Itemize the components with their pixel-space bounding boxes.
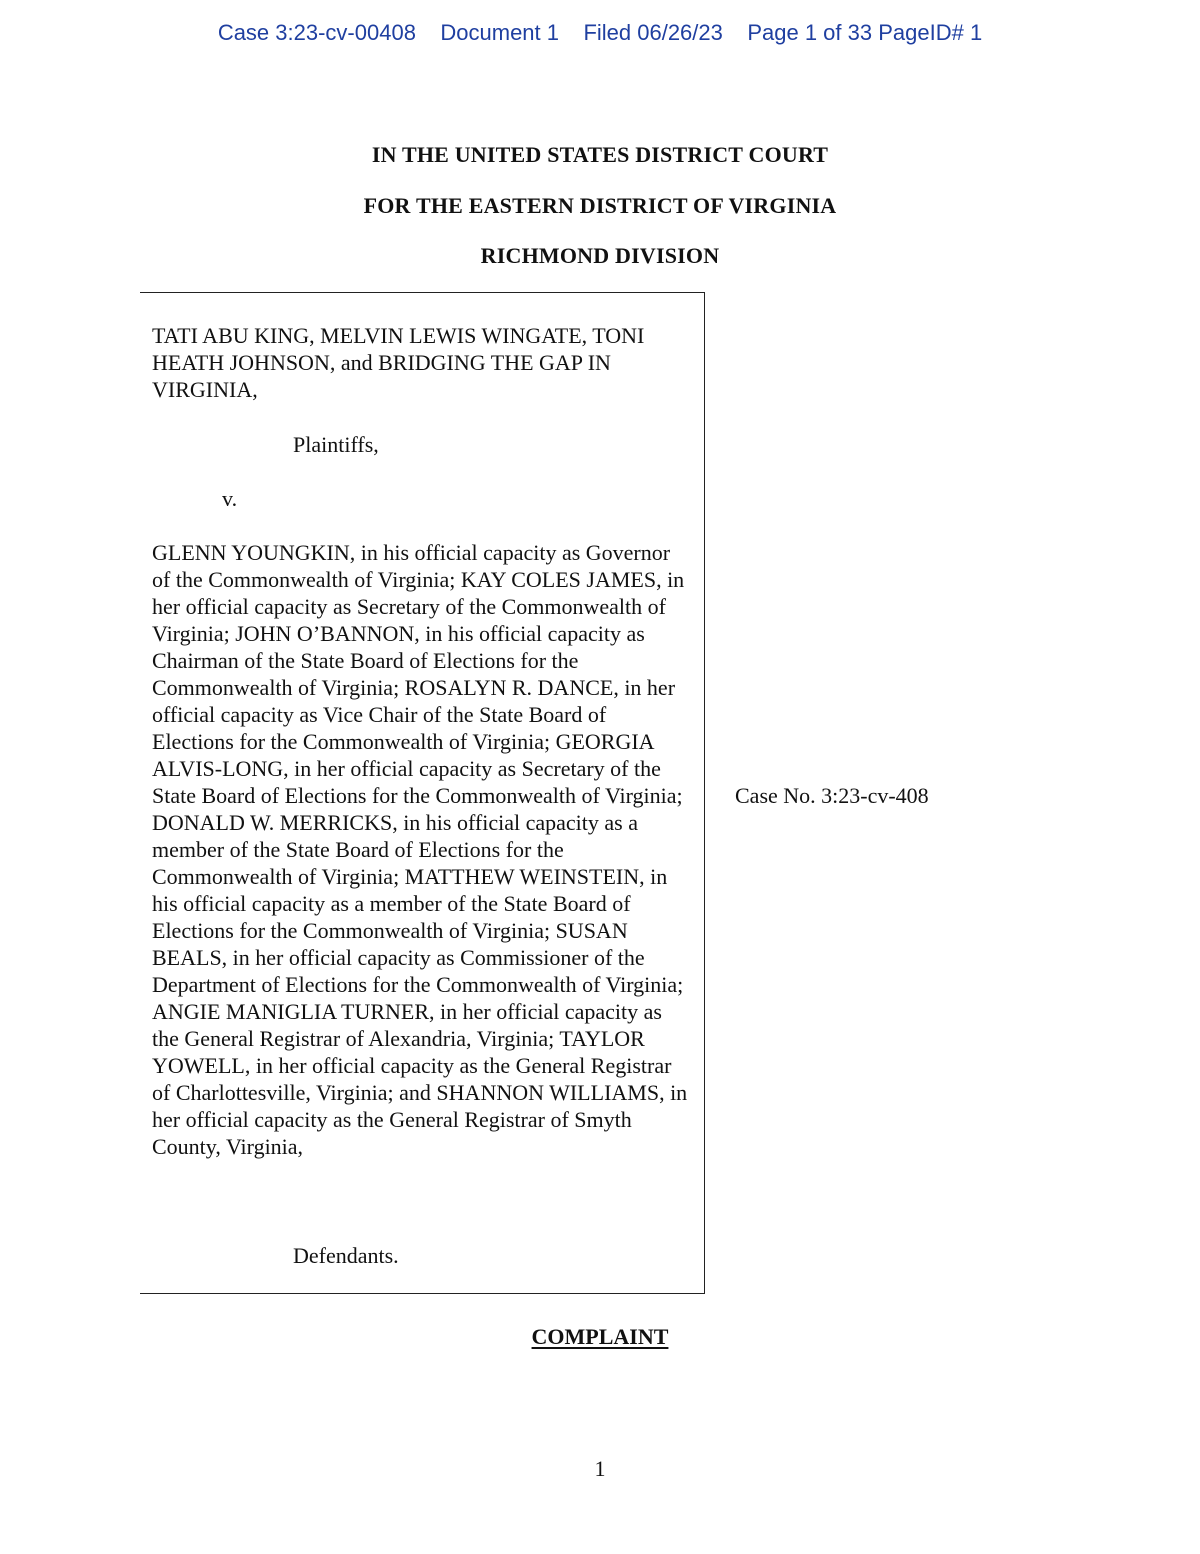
ecf-header-stamp: Case 3:23-cv-00408 Document 1 Filed 06/26/23 Page 1 of 33 PageID# 1	[217, 20, 983, 45]
plaintiffs-names: TATI ABU KING, MELVIN LEWIS WINGATE, TONI HEATH JOHNSON, and BRIDGING THE GAP IN VIRGINIA,	[152, 323, 645, 402]
page-number: 1	[594, 1456, 606, 1481]
court-name: IN THE UNITED STATES DISTRICT COURT	[371, 142, 829, 167]
versus-label: v.	[222, 486, 238, 511]
defendants-names: GLENN YOUNGKIN, in his official capacity as Governor of the Commonwealth of Virginia; KAY COLES JAMES, in her official capacity as Secretary of the Commonwealth of Virginia; JOHN O’BANNON, in his official capacity as Chairman of the State Board of Elections for the Commonwealth of Virginia; ROSALYN R. DANCE, in her official capacity as Vice Chair of the State Board of Elections for the Commonwealth of Virginia; GEORGIA ALVIS-LONG, in her official capacity as Secretary of the State Board of Elections for the Commonwealth of Virginia; DONALD W. MERRICKS, in his official capacity as a member of the State Board of Elections for the Commonwealth of Virginia; MATTHEW WEINSTEIN, in his official capacity as a member of the State Board of Elections for the Commonwealth of Virginia; SUSAN BEALS, in her official capacity as Commissioner of the Department of Elections for the Commonwealth of Virginia; ANGIE MANIGLIA TURNER, in her official capacity as the General Registrar of Alexandria, Virginia; TAYLOR YOWELL, in her official capacity as the General Registrar of Charlottesville, Virginia; and SHANNON WILLIAMS, in her official capacity as the General Registrar of Smyth County, Virginia,	[152, 540, 688, 1159]
plaintiffs-label: Plaintiffs,	[293, 432, 379, 457]
defendants-label: Defendants.	[293, 1243, 399, 1268]
document-title-text: COMPLAINT	[531, 1324, 669, 1349]
court-district: FOR THE EASTERN DISTRICT OF VIRGINIA	[363, 193, 837, 218]
document-title	[0, 1324, 1200, 1350]
court-division: RICHMOND DIVISION	[480, 243, 720, 268]
case-number: Case No. 3:23-cv-408	[735, 783, 929, 808]
